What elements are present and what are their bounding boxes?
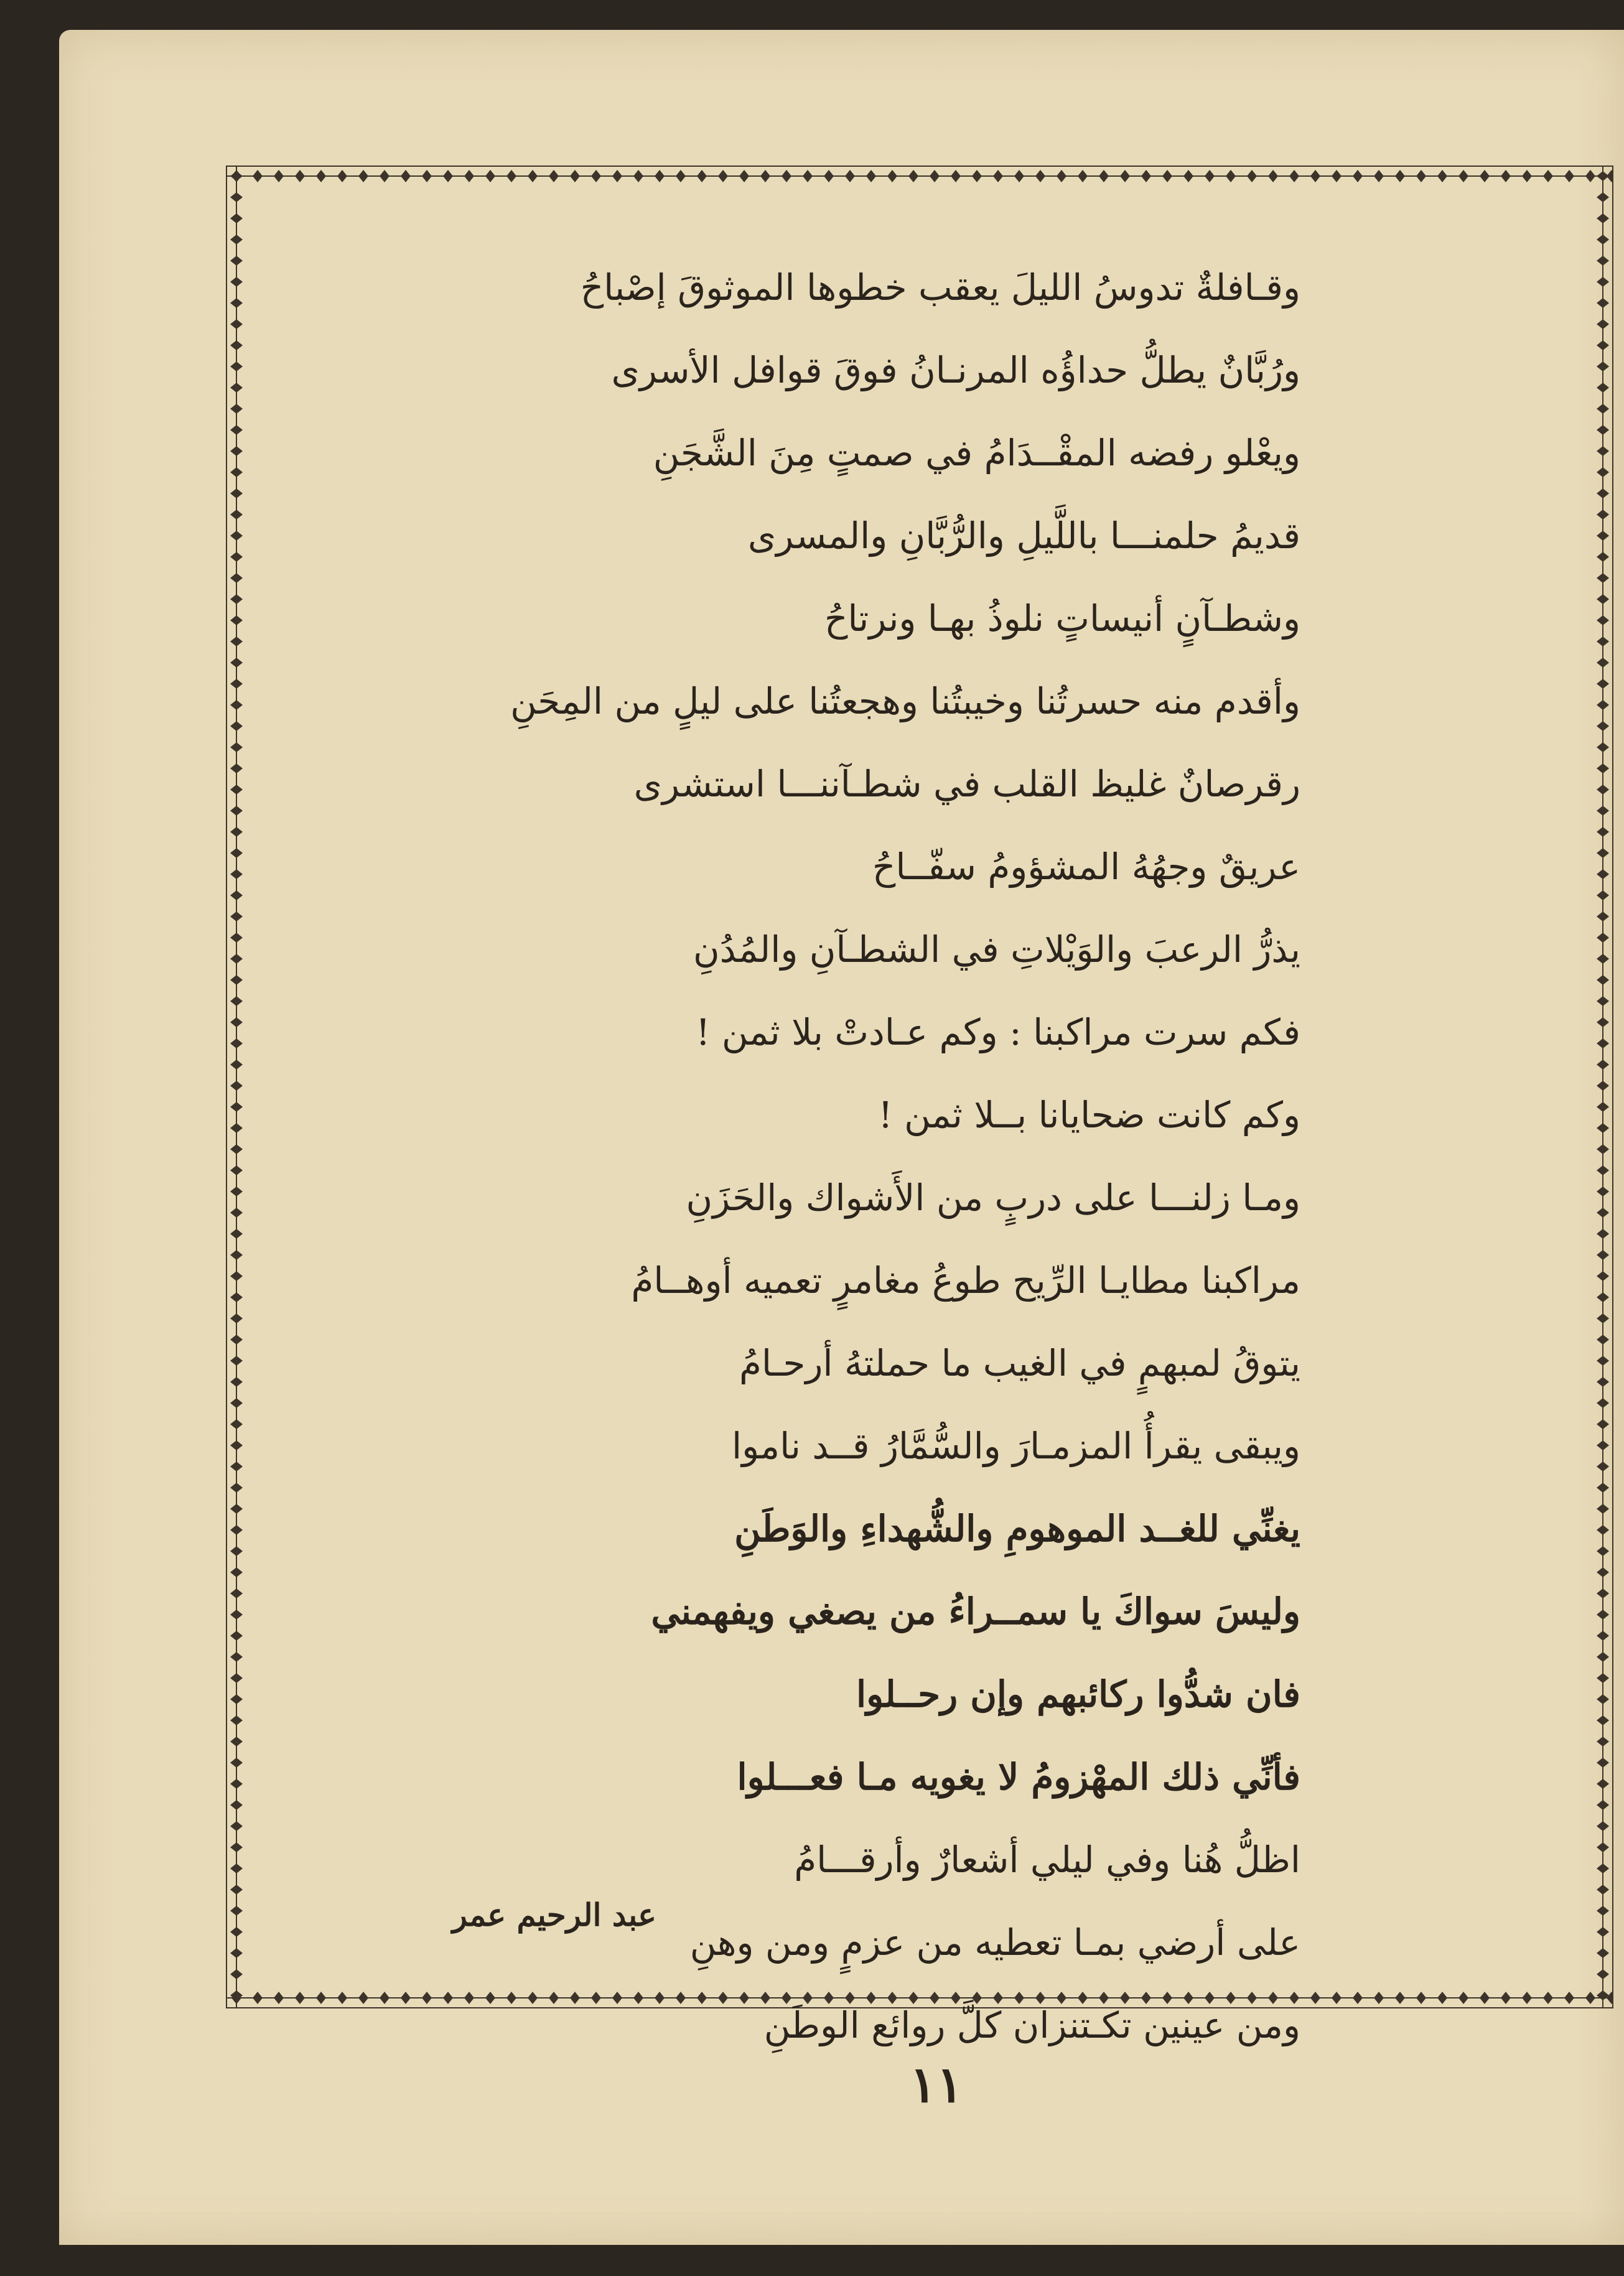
book-page [59,30,1624,2245]
author-name: عبد الرحيم عمر [452,1896,656,1933]
poem-line: وقـافلةٌ تدوسُ الليلَ يعقب خطوها الموثوقَ إصْباحُ [580,266,1300,309]
poem-line: قديمُ حلمنـــا باللَّيلِ والرُّبَّانِ والمسرى [747,515,1300,557]
poem-line: ويبقى يقرأُ المزمـارَ والسُّمَّارُ قــد ناموا [731,1425,1300,1467]
poem-line: ومـا زلنـــا على دربٍ من الأَشواك والحَزَنِ [686,1177,1300,1219]
poem-line: يتوقُ لمبهمٍ في الغيب ما حملتهُ أرحـامُ [739,1342,1300,1384]
poem-line: فكم سرت مراكبنا : وكم عـادتْ بلا ثمن ! [696,1011,1300,1053]
poem-line: وشطـآنٍ أنيساتٍ نلوذُ بهـا ونرتاحُ [824,597,1300,640]
poem-line: وكم كانت ضحايانا بــلا ثمن ! [878,1094,1300,1136]
poem-line: فأنِّي ذلك المهْزومُ لا يغويه مـا فعـــلوا [737,1756,1300,1798]
poem-line: وليسَ سواكَ يا سمــراءُ من يصغي ويفهمني [651,1590,1300,1633]
poem-line: عريقٌ وجهُهُ المشؤومُ سفّــاحُ [872,846,1300,888]
poem-line: فان شدُّوا ركائبهم وإن رحــلوا [856,1673,1300,1715]
poem-text [510,246,1300,2067]
poem-line: ومن عينين تكـتنزان كلَّ روائع الوطَنِ [763,2004,1300,2046]
poem-line: ويعْلو رفضه المقْــدَامُ في صمتٍ مِنَ الشَّجَنِ [653,432,1300,474]
poem-line: اظلُّ هُنا وفي ليلي أشعارٌ وأرقـــامُ [794,1839,1300,1881]
right-vine-ornament [1592,166,1613,2008]
page-number: ١١ [910,2055,963,2114]
poem-line: رقرصانٌ غليظ القلب في شطـآننـــا استشرى [633,763,1300,805]
poem-line: مراكبنا مطايـا الرِّيح طوعُ مغامرٍ تعميه أوهــامُ [631,1259,1300,1302]
poem-line: يغنِّي للغــد الموهومِ والشُّهداءِ والوَطَنِ [734,1508,1300,1550]
poem-line: ورُبَّانٌ يطلُّ حداؤُه المرنـانُ فوقَ قوافل الأسرى [611,349,1300,391]
poem-line: وأقدم منه حسرتُنا وخيبتُنا وهجعتُنا على ليلٍ من المِحَنِ [510,680,1300,722]
poem-line: على أرضي بمـا تعطيه من عزمٍ ومن وهنِ [689,1921,1300,1964]
left-vine-ornament [226,166,247,2008]
poem-line: يذرُّ الرعبَ والوَيْلاتِ في الشطـآنِ والمُدُنِ [693,928,1300,971]
top-vine-ornament [226,166,1613,187]
